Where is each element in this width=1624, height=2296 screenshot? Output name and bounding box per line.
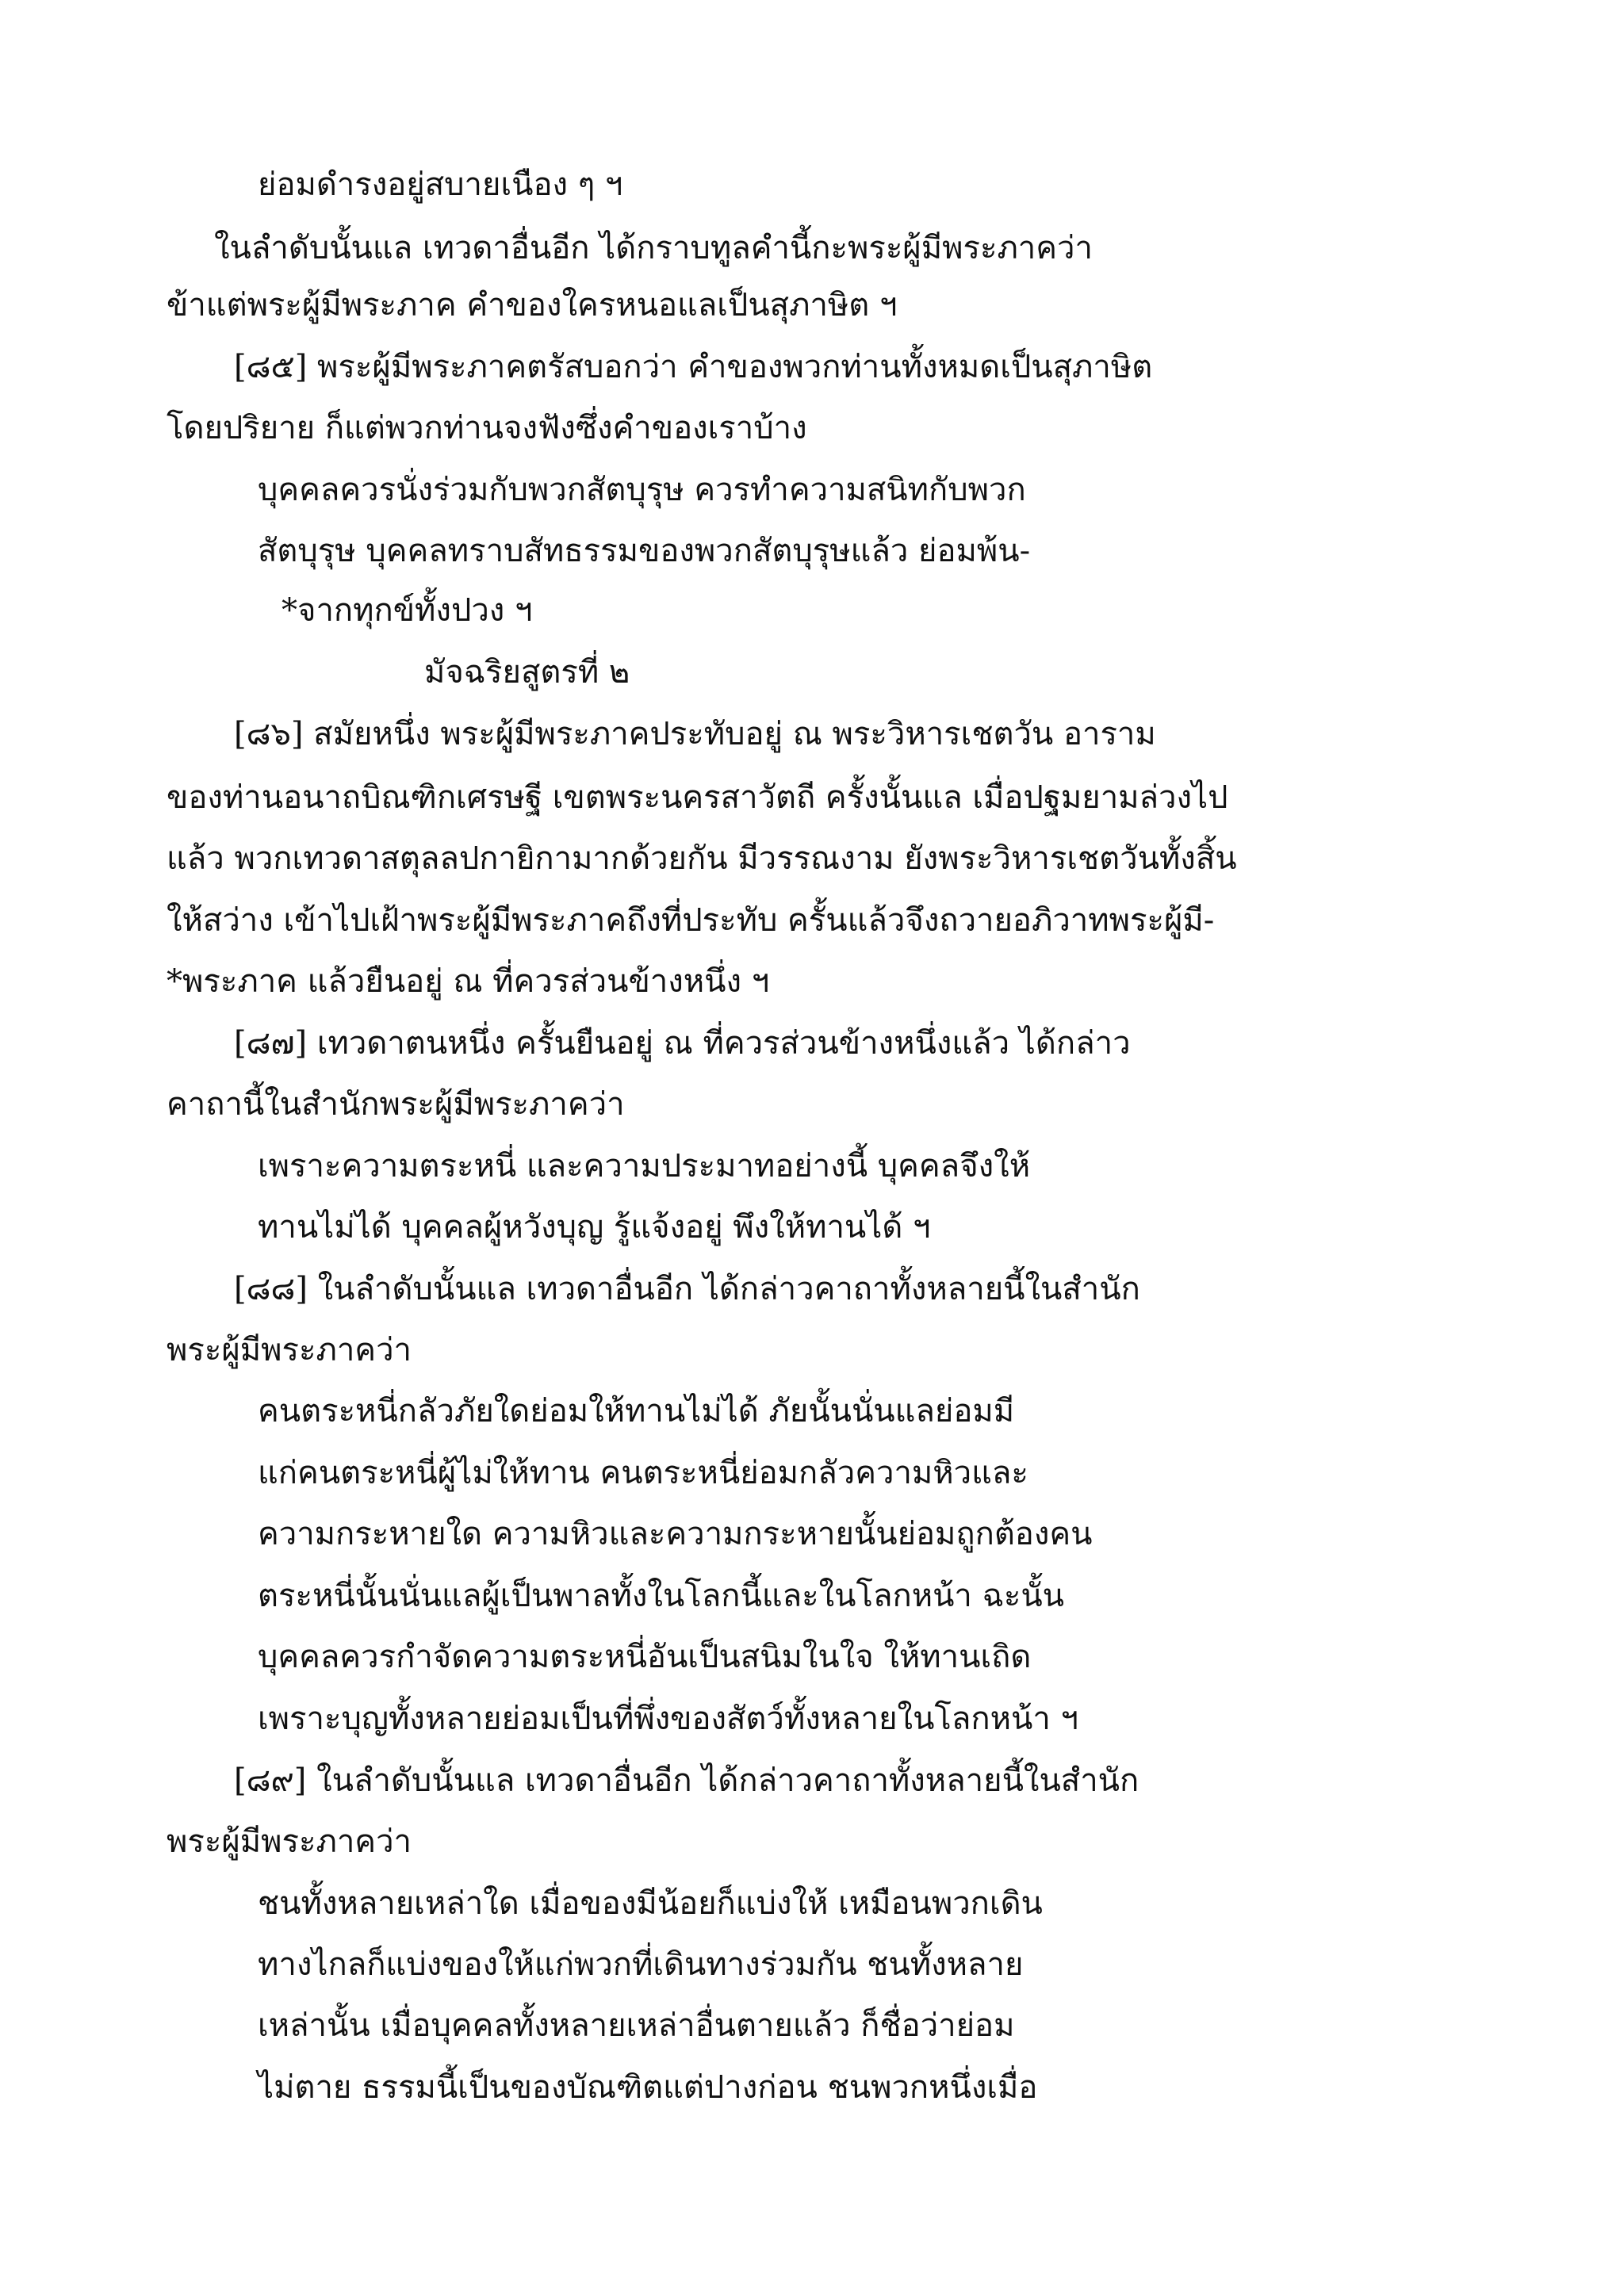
text-line: ชนทั้งหลายเหล่าใด เมื่อของมีน้อยก็แบ่งให้ เหมือนพวกเดิน	[258, 1885, 1043, 1922]
text-line: ในลำดับนั้นแล เทวดาอื่นอีก ได้กราบทูลคำนี้กะพระผู้มีพระภาคว่า	[214, 230, 1093, 266]
text-line: แก่คนตระหนี่ผู้ไม่ให้ทาน คนตระหนี่ย่อมกลัวความหิวและ	[258, 1455, 1028, 1491]
text-line: *จากทุกข์ทั้งปวง ฯ	[282, 592, 533, 629]
text-line: บุคคลควรนั่งร่วมกับพวกสัตบุรุษ ควรทำความสนิทกับพวก	[258, 472, 1026, 508]
text-line: ย่อมดำรงอยู่สบายเนือง ๆ ฯ	[258, 166, 623, 203]
text-line: ตระหนี่นั้นนั่นแลผู้เป็นพาลทั้งในโลกนี้และในโลกหน้า ฉะนั้น	[258, 1578, 1065, 1614]
text-line: โดยปริยาย ก็แต่พวกท่านจงฟังซึ่งคำของเราบ้าง	[167, 410, 807, 446]
text-line: พระผู้มีพระภาคว่า	[167, 1823, 412, 1860]
text-line: *พระภาค แล้วยืนอยู่ ณ ที่ควรส่วนข้างหนึ่ง ฯ	[167, 963, 770, 1000]
text-line: ความกระหายใด ความหิวและความกระหายนั้นย่อมถูกต้องคน	[258, 1516, 1093, 1552]
text-line: ข้าแต่พระผู้มีพระภาค คำของใครหนอแลเป็นสุภาษิต ฯ	[167, 287, 898, 323]
text-line: คนตระหนี่กลัวภัยใดย่อมให้ทานไม่ได้ ภัยนั้นนั่นแลย่อมมี	[258, 1393, 1015, 1429]
text-line: ทานไม่ได้ บุคคลผู้หวังบุญ รู้แจ้งอยู่ พึงให้ทานได้ ฯ	[258, 1209, 931, 1246]
text-line: ทางไกลก็แบ่งของให้แก่พวกที่เดินทางร่วมกัน ชนทั้งหลาย	[258, 1946, 1024, 1983]
text-line: บุคคลควรกำจัดความตระหนี่อันเป็นสนิมในใจ ให้ทานเถิด	[258, 1639, 1032, 1675]
text-line: แล้ว พวกเทวดาสตุลลปกายิกามากด้วยกัน มีวรรณงาม ยังพระวิหารเชตวันทั้งสิ้น	[167, 840, 1237, 877]
text-line: พระผู้มีพระภาคว่า	[167, 1332, 412, 1368]
text-line: [๘๖] สมัยหนึ่ง พระผู้มีพระภาคประทับอยู่ ณ พระวิหารเชตวัน อาราม	[234, 716, 1156, 752]
text-line: สัตบุรุษ บุคคลทราบสัทธรรมของพวกสัตบุรุษแล้ว ย่อมพ้น-	[258, 533, 1031, 569]
text-line: ให้สว่าง เข้าไปเฝ้าพระผู้มีพระภาคถึงที่ประทับ ครั้นแล้วจึงถวายอภิวาทพระผู้มี-	[167, 902, 1215, 939]
text-line: เหล่านั้น เมื่อบุคคลทั้งหลายเหล่าอื่นตายแล้ว ก็ชื่อว่าย่อม	[258, 2007, 1015, 2044]
text-line: เพราะบุญทั้งหลายย่อมเป็นที่พึ่งของสัตว์ทั้งหลายในโลกหน้า ฯ	[258, 1701, 1078, 1737]
text-line: ไม่ตาย ธรรมนี้เป็นของบัณฑิตแต่ปางก่อน ชนพวกหนึ่งเมื่อ	[258, 2069, 1038, 2106]
text-line: [๘๗] เทวดาตนหนึ่ง ครั้นยืนอยู่ ณ ที่ควรส่วนข้างหนึ่งแล้ว ได้กล่าว	[234, 1025, 1131, 1062]
text-line: [๘๕] พระผู้มีพระภาคตรัสบอกว่า คำของพวกท่านทั้งหมดเป็นสุภาษิต	[234, 349, 1153, 385]
text-line: [๘๘] ในลำดับนั้นแล เทวดาอื่นอีก ได้กล่าวคาถาทั้งหลายนี้ในสำนัก	[234, 1271, 1140, 1307]
text-line: เพราะความตระหนี่ และความประมาทอย่างนี้ บุคคลจึงให้	[258, 1148, 1031, 1184]
section-title: มัจฉริยสูตรที่ ๒	[424, 654, 630, 691]
text-line: ของท่านอนาถบิณฑิกเศรษฐี เขตพระนครสาวัตถี ครั้งนั้นแล เมื่อปฐมยามล่วงไป	[167, 779, 1228, 816]
text-line: [๘๙] ในลำดับนั้นแล เทวดาอื่นอีก ได้กล่าวคาถาทั้งหลายนี้ในสำนัก	[234, 1762, 1139, 1799]
text-line: คาถานี้ในสำนักพระผู้มีพระภาคว่า	[167, 1086, 625, 1123]
